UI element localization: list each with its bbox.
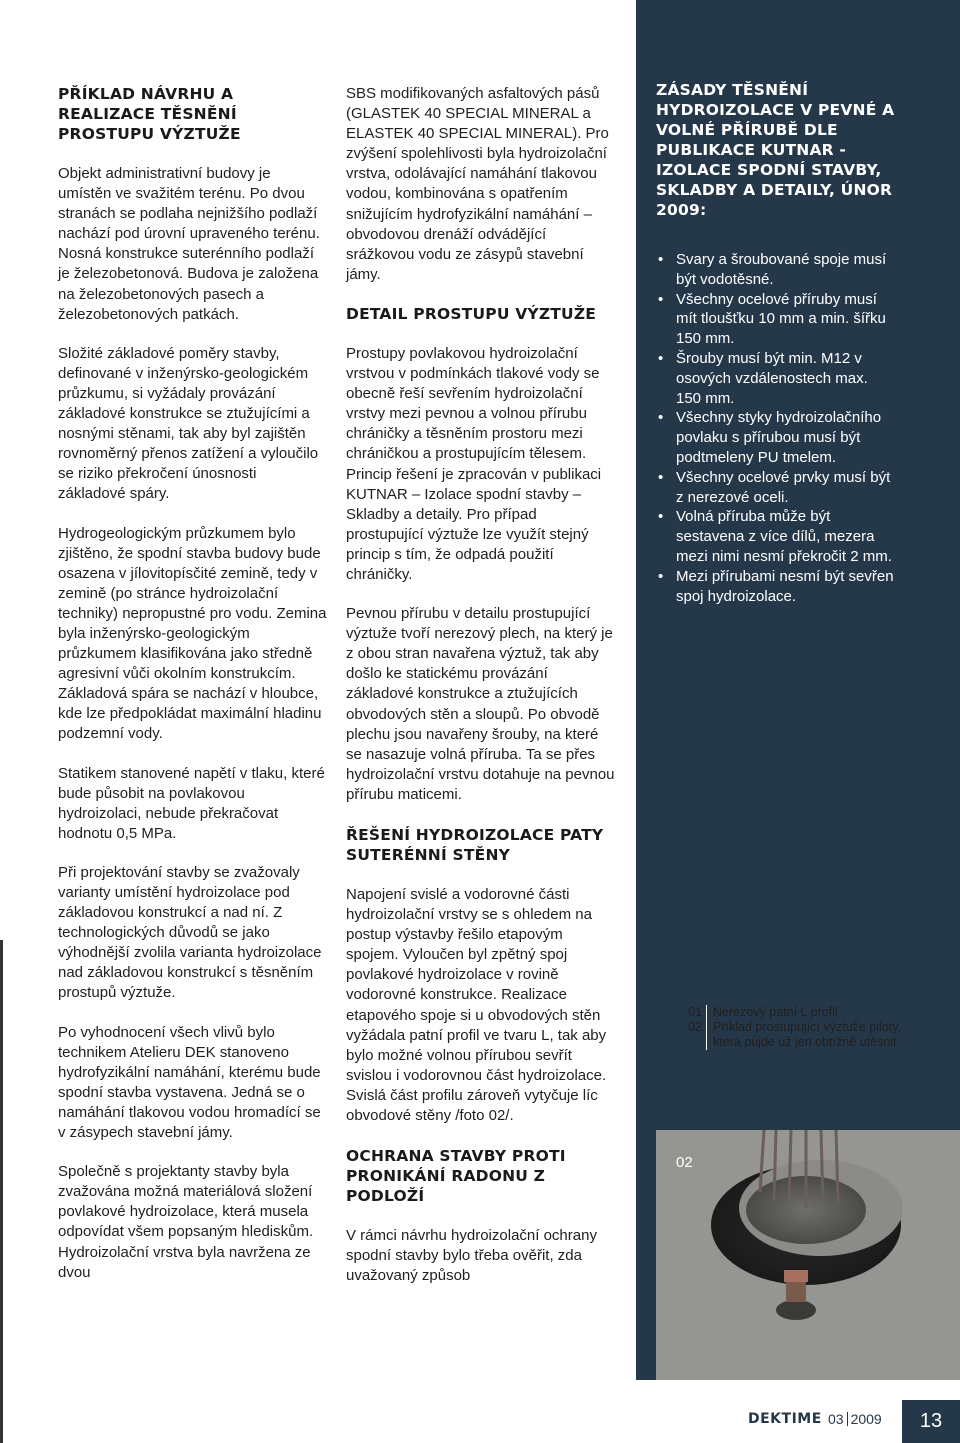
caption-row (676, 1020, 916, 1050)
list-item: • Volná příruba může být sestavena z více dílů, mezera mezi nimi nesmí překročit 2 mm. (656, 507, 896, 566)
caption-number: 01 (676, 1005, 707, 1020)
issue-separator (847, 1412, 848, 1426)
issue-year: 2009 (850, 1411, 882, 1427)
paragraph: Společně s projektanty stavby byla zvažována možná materiálová složení povlakové hydroizolace, která musela odpovídat všem popsaným hlediskům. Hydroizolační vrstva byla navržena ze dvou (58, 1163, 314, 1281)
list-item: • Všechny styky hydroizolačního povlaku s přírubou musí být podtmeleny PU tmelem. (656, 408, 896, 467)
paragraph: Po vyhodnocení všech vlivů bylo technikem Atelieru DEK stanoveno hydrofyzikální namáhání, kterému bude spodní stavba vystavena. Jedná se o namáhání tlakovou vodou hromadící se v zásypech stavební jámy. (58, 1023, 321, 1142)
list-item: • Svary a šroubované spoje musí být vodotěsné. (656, 250, 896, 290)
photo-number: 02 (676, 1154, 693, 1171)
list-item: • Mezi přírubami nesmí být sevřen spoj hydroizolace. (656, 567, 896, 607)
caption-number: 02 (676, 1020, 707, 1050)
photo-illustration (656, 1130, 960, 1380)
paragraph: V rámci návrhu hydroizolační ochrany spodní stavby bylo třeba ověřit, zda uvažovaný způsob (346, 1227, 597, 1285)
page-edge-bar (0, 940, 3, 1443)
issue-info (828, 1411, 882, 1427)
list-item: • Všechny ocelové prvky musí být z nerezové oceli. (656, 468, 896, 508)
page-footer (636, 1380, 960, 1443)
paragraph: Hydrogeologickým průzkumem bylo zjištěno, že spodní stavba budovy bude osazena v jílovitopísčité zemině, tedy v zemině (po stránce hydroizolační techniky) nepropustné pro vodu. Zemina byla inženýrsko-geologickým průzkumem klasifikována jako středně agresivní vůči okolním konstrukcím. Základová spára se nachází v hloubce, kde lze předpokládat maximální hladinu podzemní vody. (58, 524, 327, 743)
caption-text: Nerezový patní L profil (713, 1005, 838, 1019)
section-heading-solution: ŘEŠENÍ HYDROIZOLACE PATY SUTERÉNNÍ STĚNY (346, 826, 604, 864)
sidebar-content (656, 80, 896, 606)
column-2 (346, 84, 616, 1305)
section-heading-detail: DETAIL PROSTUPU VÝZTUŽE (346, 304, 597, 323)
caption-text: Příklad prostupující výztuže piloty, která půjde už jen obtížně utěsnit (713, 1020, 902, 1049)
issue-number: 03 (828, 1411, 844, 1427)
paragraph: Pevnou přírubu v detailu prostupující výztuže tvoří nerezový plech, na který je z obou stran navařena výztuž, tak aby došlo ke statickému provázání základové konstrukce a ztužujících obvodových stěn a sloupů. Po obvodě plechu jsou navařeny šrouby, na které se nasazuje volná příruba. Ta se přes hydroizolační vrstvu dotahuje na pevnou přírubu maticemi. (346, 605, 615, 803)
caption-row (676, 1005, 916, 1020)
list-item: • Šrouby musí být min. M12 v osových vzdálenostech max. 150 mm. (656, 349, 896, 408)
principles-list (656, 250, 896, 606)
paragraph: Složité základové poměry stavby, definované v inženýrsko-geologickém průzkumu, si vyžádaly provázání základové konstrukce se ztužujícími a nosnými stěnami, tak aby byl zajištěn rovnoměrný přenos zatížení a vyloučilo se riziko překročení únosnosti základové spáry. (58, 344, 319, 503)
list-item: • Všechny ocelové příruby musí mít tloušťku 10 mm a min. šířku 150 mm. (656, 290, 896, 349)
section-heading-radon: OCHRANA STAVBY PROTI PRONIKÁNÍ RADONU Z PODLOŽÍ (346, 1147, 566, 1206)
paragraph: Objekt administrativní budovy je umístěn ve svažitém terénu. Po dvou stranách se podlaha nejnižšího podlaží nachází pod úrovní upraveného terénu. Nosná konstrukce suterénního podlaží je železobetonová. Budova je založena na železobetonových pasech a železobetonových patkách. (58, 165, 320, 323)
paragraph: Napojení svislé a vodorovné části hydroizolační vrstvy se s ohledem na postup výstavby řešilo etapovým spojem. Vyloučen byl zpětný spoj povlakové hydroizolace v rovině vodorovné konstrukce. Realizace etapového spoje si u obvodových stěn vyžádala patní profil ve tvaru L, tak aby bylo možné volnou přírubou sevřít svislou i vodorovnou část hydroizolace. Svislá část profilu zároveň vytyčuje líc obvodové stěny /foto 02/. (346, 886, 607, 1125)
paragraph: Při projektování stavby se zvažovaly varianty umístění hydroizolace pod základovou konstrukcí a nad ní. Z technologických důvodů se jako výhodnější zvolila varianta hydroizolace nad základovou konstrukcí s těsněním prostupů výztuže. (58, 863, 322, 1002)
paragraph: Prostupy povlakovou hydroizolační vrstvou v podmínkách tlakové vody se obecně řeší sevřením hydroizolační vrstvy mezi pevnou a volnou přírubu chráničky a těsněním prostoru mezi chráničkou a prostupujícím tělesem. Princip řešení je zpracován v publikaci KUTNAR – Izolace spodní stavby – Skladby a detaily. Pro případ prostupující výztuže lze využít stejný princip s tím, že odpadá použití chráničky. (346, 344, 602, 583)
figure-captions (676, 1005, 916, 1050)
sidebar-title: ZÁSADY TĚSNĚNÍ HYDROIZOLACE V PEVNÉ A VOLNÉ PŘÍRUBĚ DLE PUBLIKACE KUTNAR - IZOLACE SPODNÍ STAVBY, SKLADBY A DETAILY, ÚNOR 2009: (656, 81, 895, 219)
article-heading: PŘÍKLAD NÁVRHU A REALIZACE TĚSNĚNÍ PROSTUPU VÝZTUŽE (58, 85, 241, 143)
column-1 (58, 84, 328, 1302)
paragraph: SBS modifikovaných asfaltových pásů (GLASTEK 40 SPECIAL MINERAL a ELASTEK 40 SPECIAL MINERAL). Pro zvýšení spolehlivosti byla hydroizolační vrstva, odolávající namáhání tlakovou vodou, kombinována s opatřením snižujícím hydrofyzikální namáhání – obvodovou drenáží odvádějící srážkovou vodu ze zásypů stavební jámy. (346, 85, 609, 283)
photo-rebar-pile (656, 1130, 960, 1380)
page-number: 13 (902, 1400, 960, 1443)
paragraph: Statikem stanovené napětí v tlaku, které bude působit na povlakovou hydroizolaci, nebude překračovat hodnotu 0,5 MPa. (58, 764, 325, 842)
magazine-brand: DEKTIME (748, 1411, 822, 1427)
